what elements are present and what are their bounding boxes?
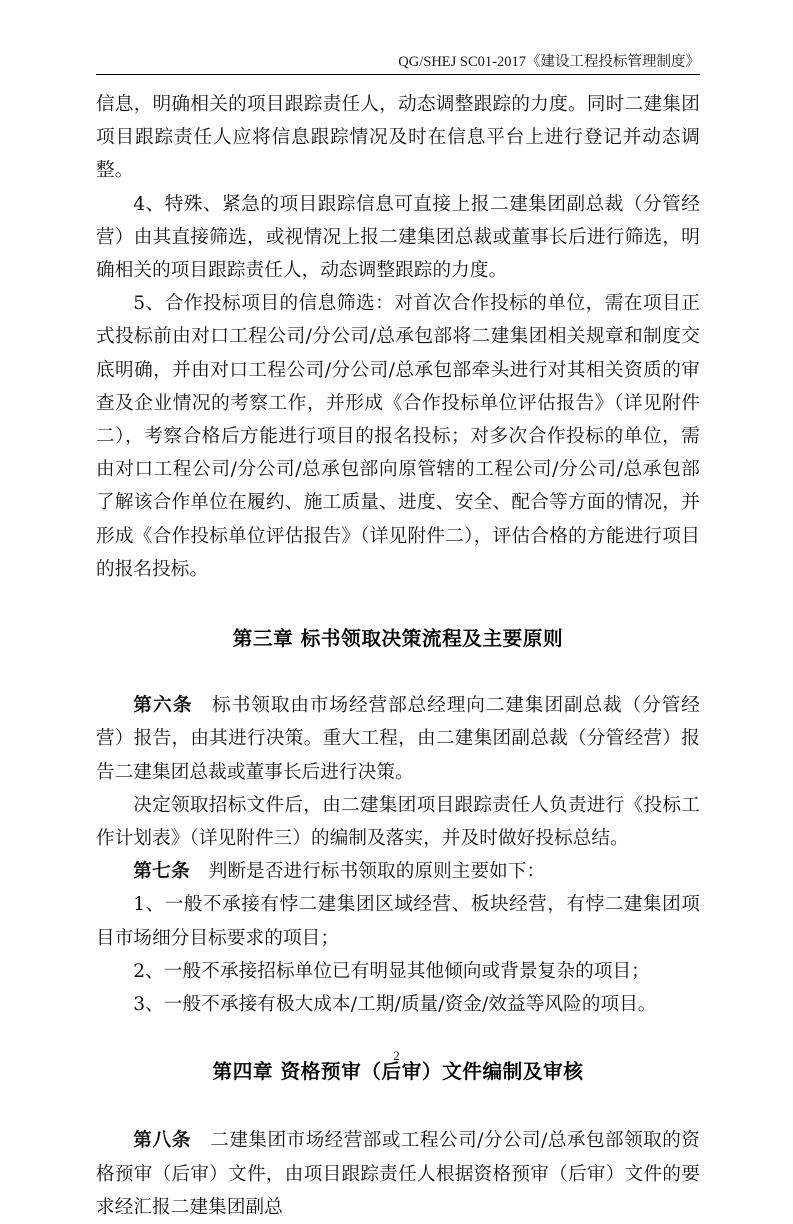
page-number: 2 [393,1048,400,1063]
article-7 [96,855,700,888]
chapter-3-heading: 第三章 标书领取决策流程及主要原则 [232,627,564,651]
article-6-follow-up: 决定领取招标文件后，由二建集团项目跟踪责任人负责进行《投标工作计划表》（详见附件三）的编制及落实，并及时做好投标总结。 [96,794,700,850]
article-7-item-2: 2、一般不承接招标单位已有明显其他倾向或背景复杂的项目； [133,960,650,982]
spacer-after-chapter-3 [96,655,700,689]
article-8 [96,1124,700,1224]
header-title: QG/SHEJ SC01-2017《建设工程投标管理制度》 [398,54,700,70]
chapter-4-heading: 第四章 资格预审（后审）文件编制及审核 [212,1060,584,1084]
page-footer [0,1048,793,1064]
article-7-label: 第七条 [133,861,191,883]
paragraph-item-5: 5、合作投标项目的信息筛选：对首次合作投标的单位，需在项目正式投标前由对口工程公司/分公司/总承包部将二建集团相关规章和制度交底明确，并由对口工程公司/分公司/总承包部牵头进行对其相关资质的审查及企业情况的考察工作，并形成《合作投标单位评估报告》（详见附件二），考察合格后方能进行项目的报名投标；对多次合作投标的单位，需由对口工程公司/分公司/总承包部向原管辖的工程公司/分公司/总承包部了解该合作单位在履约、施工质量、进度、安全、配合等方面的情况，并形成《合作投标单位评估报告》（详见附件二），评估合格的方能进行项目的报名投标。 [96,293,700,580]
article-6-text: 标书领取由市场经营部总经理向二建集团副总裁（分管经营）报告，由其进行决策。重大工程，由二建集团副总裁（分管经营）报告二建集团总裁或董事长后进行决策。 [96,695,700,783]
paragraph-item-4: 4、特殊、紧急的项目跟踪信息可直接上报二建集团副总裁（分管经营）由其直接筛选，或视情况上报二建集团总裁或董事长后进行筛选，明确相关的项目跟踪责任人，动态调整跟踪的力度。 [96,193,700,282]
article-7-item-3: 3、一般不承接有极大成本/工期/质量/资金/效益等风险的项目。 [133,994,657,1016]
article-8-text: 二建集团市场经营部或工程公司/分公司/总承包部领取的资格预审（后审）文件，由项目跟踪责任人根据资格预审（后审）文件的要求经汇报二建集团副总 [96,1130,701,1218]
page-header [96,52,700,75]
paragraph-continued: 信息，明确相关的项目跟踪责任人，动态调整跟踪的力度。同时二建集团项目跟踪责任人应将信息跟踪情况及时在信息平台上进行登记并动态调整。 [96,94,700,182]
article-7-item-1: 1、一般不承接有悖二建集团区域经营、板块经营，有悖二建集团项目市场细分目标要求的项目； [96,894,700,949]
header-divider [96,74,700,75]
article-6-label: 第六条 [133,695,193,717]
spacer-before-chapter-3 [96,586,700,622]
article-6 [96,689,700,789]
article-8-label: 第八条 [133,1130,192,1152]
spacer-after-chapter-4 [96,1088,700,1124]
article-7-text: 判断是否进行标书领取的原则主要如下： [208,861,546,883]
